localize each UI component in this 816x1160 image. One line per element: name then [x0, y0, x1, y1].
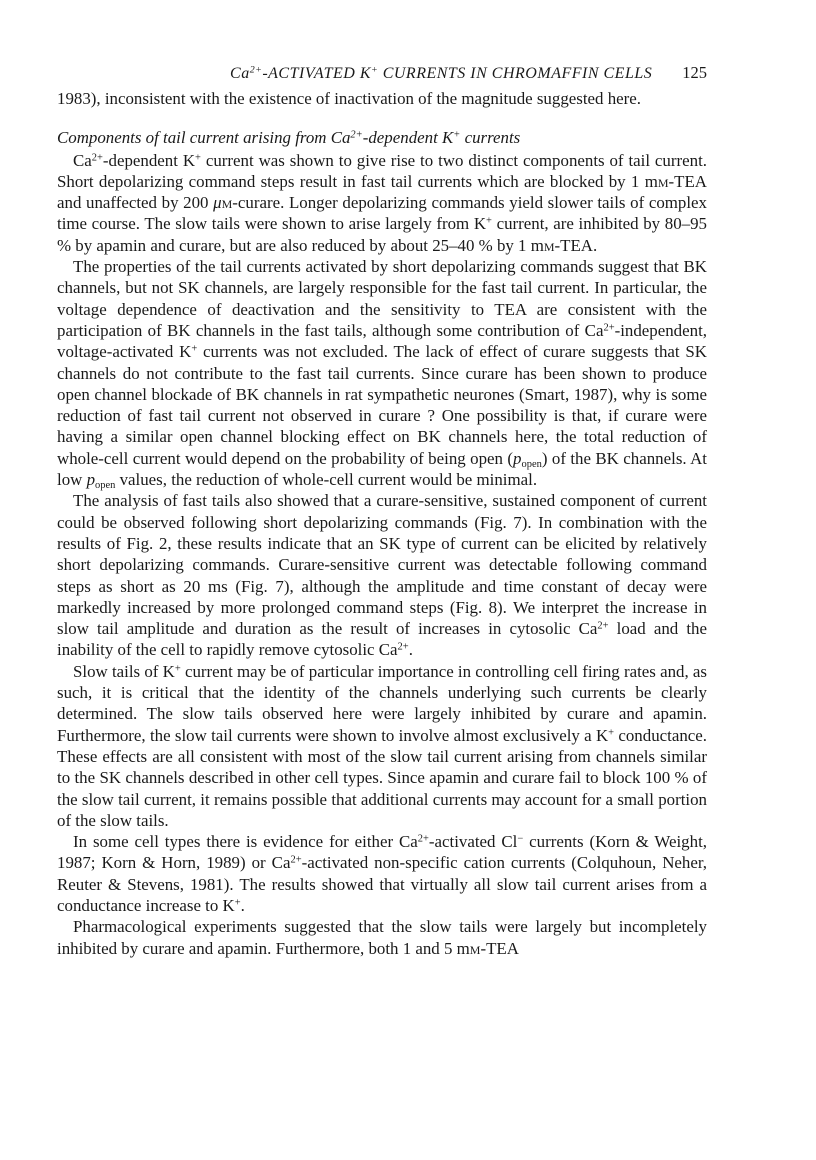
intro-continuation: 1983), inconsistent with the existence of inactivation of the magnitude suggested here. — [57, 89, 641, 108]
running-head — [57, 62, 707, 84]
paragraph-tail-components: $Ca^{2+}$-dependent K+ current was shown to give rise to two distinct components of tail current. Short depolarizing command steps result in fast tail currents which are blocked by 1 mm-TEA and unaffected by 200 μm-curare. Longer depolarizing commands yield slower tails of complex time course. The slow tails were shown to arise largely from K+ current, are inhibited by 80–95 % by apamin and curare, but are also reduced by about 25–40 % by 1 mm-TEA. — [57, 150, 708, 255]
page-number: 125 — [682, 63, 707, 82]
paragraph-other-currents: In some cell types there is evidence for either $Ca^{2+}$-activated Cl− currents (Korn & Weight, 1987; Korn & Horn, 1989) or $Ca^{2+}$-activated non-specific cation currents (Colquhoun, Neher, Reuter & Stevens, 1981). The results showed that virtually all slow tail current arises from a conductance increase to K+. — [57, 832, 708, 915]
running-title: $Ca^{2+}$-ACTIVATED K+ CURRENTS IN CHROMAFFIN CELLS — [230, 64, 653, 82]
paragraph-fast-tails: The analysis of fast tails also showed that a curare-sensitive, sustained component of current could be observed following short depolarizing commands (Fig. 7). In combination with the results of Fig. 2, these results indicate that an SK type of current can be elicited by relatively short depolarizing commands. Curare-sensitive current was detectable following command steps as short as 20 ms (Fig. 7), although the amplitude and time constant of decay were markedly increased by more prolonged command steps (Fig. 8). We interpret the increase in slow tail amplitude and duration as the result of increases in cytosolic $Ca^{2+}$ load and the inability of the cell to rapidly remove cytosolic $Ca^{2+}$. — [57, 491, 707, 660]
journal-page — [57, 62, 707, 959]
paragraph-slow-tails: Slow tails of K+ current may be of particular importance in controlling cell firing rates and, as such, it is critical that the identity of the channels underlying such currents be clearly determined. The slow tails observed here were largely inhibited by curare and apamin. Furthermore, the slow tail currents were shown to involve almost exclusively a K+ conductance. These effects are all consistent with most of the slow tail current arising from channels similar to the SK channels described in other cell types. Since apamin and curare fail to block 100 % of the slow tail current, it remains possible that additional currents may account for a small portion of the slow tails. — [57, 661, 707, 830]
paragraph-bk-channels: The properties of the tail currents activated by short depolarizing commands suggest that BK channels, but not SK channels, are largely responsible for the fast tail current. In particular, the voltage dependence of deactivation and the sensitivity to TEA are consistent with the participation of BK channels in the fast tails, although some contribution of $Ca^{2+}$-independent, voltage-activated K+ currents was not excluded. The lack of effect of curare suggests that SK channels do not contribute to the fast tail currents. Since curare has been shown to produce open channel blockade of BK channels in rat sympathetic neurones (Smart, 1987), why is some reduction of fast tail current not observed in curare ? One possibility is that, if curare were having a similar open channel blocking effect on BK channels here, the total reduction of whole-cell current would depend on the probability of being open $(p_{open})$ of the BK channels. At low $p_{open}$ values, the reduction of whole-cell current would be minimal. — [57, 257, 707, 492]
section-heading: Components of tail current arising from $Ca^{2+}$-dependent K+ currents — [57, 128, 521, 148]
paragraph-pharmacology: Pharmacological experiments suggested that the slow tails were largely but incompletely inhibited by curare and apamin. Furthermore, both 1 and 5 mm-TEA — [57, 917, 707, 958]
